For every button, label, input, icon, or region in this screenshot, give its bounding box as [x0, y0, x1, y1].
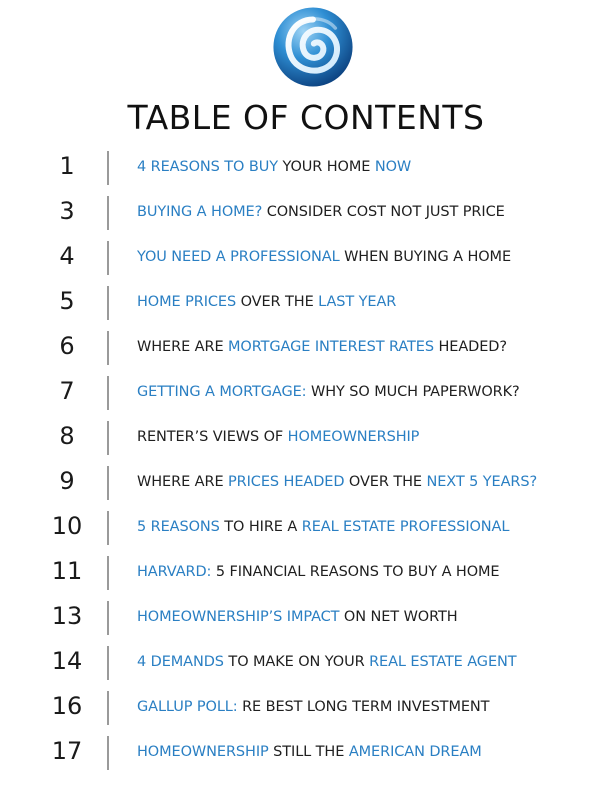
toc-divider	[107, 241, 109, 275]
toc-entry-highlight: HOMEOWNERSHIP	[137, 744, 269, 760]
toc-divider	[107, 151, 109, 185]
toc-entry[interactable]	[0, 235, 612, 280]
toc-page-number: 5	[59, 287, 75, 315]
toc-entry-title	[137, 652, 517, 672]
toc-entry-text: WHERE ARE	[137, 474, 229, 490]
toc-entry[interactable]	[0, 415, 612, 460]
toc-entry-text: YOUR HOME	[277, 159, 375, 175]
toc-divider	[107, 331, 109, 365]
toc-divider	[107, 286, 109, 320]
toc-page-number: 17	[51, 737, 83, 765]
toc-page-number: 11	[51, 557, 83, 585]
toc-entry[interactable]	[0, 370, 612, 415]
toc-entry[interactable]	[0, 685, 612, 730]
toc-entry-highlight: 4 DEMANDS	[137, 654, 224, 670]
toc-entry-highlight: HARVARD:	[137, 564, 212, 580]
toc-entry-text: ON NET WORTH	[339, 609, 458, 625]
toc-entry-highlight: REAL ESTATE PROFESSIONAL	[301, 519, 510, 535]
toc-page-number: 7	[59, 377, 75, 405]
toc-entry-title	[137, 382, 520, 402]
toc-page-number: 4	[59, 242, 75, 270]
toc-entry-text: RE BEST LONG TERM INVESTMENT	[237, 699, 490, 715]
toc-page-number: 13	[51, 602, 83, 630]
toc-divider	[107, 736, 109, 770]
toc-page-number: 3	[59, 197, 75, 225]
toc-page-number: 9	[59, 467, 75, 495]
toc-entry-text: TO MAKE ON YOUR	[223, 654, 370, 670]
toc-entry-highlight: HOMEOWNERSHIP	[287, 429, 420, 445]
toc-entry[interactable]	[0, 730, 612, 775]
toc-entry[interactable]	[0, 325, 612, 370]
toc-divider	[107, 196, 109, 230]
toc-entry-title	[137, 337, 507, 357]
toc-page-number: 16	[51, 692, 83, 720]
toc-entry-text: HEADED?	[433, 339, 507, 355]
toc-divider	[107, 421, 109, 455]
toc-entry-title	[137, 202, 505, 222]
toc-entry-highlight: GETTING A MORTGAGE:	[137, 384, 307, 400]
toc-entry-text: STILL THE	[268, 744, 349, 760]
toc-entry-highlight: REAL ESTATE AGENT	[369, 654, 517, 670]
toc-entry-text: OVER THE	[236, 294, 319, 310]
toc-entry[interactable]	[0, 640, 612, 685]
toc-entry-title	[137, 292, 396, 312]
toc-divider	[107, 556, 109, 590]
toc-page-number: 6	[59, 332, 75, 360]
toc-entry-title	[137, 472, 537, 492]
toc-entry-title	[137, 607, 458, 627]
toc-entry[interactable]	[0, 595, 612, 640]
toc-entry-title	[137, 517, 509, 537]
toc-divider	[107, 466, 109, 500]
toc-entry[interactable]	[0, 190, 612, 235]
toc-entry-text: OVER THE	[344, 474, 427, 490]
toc-divider	[107, 376, 109, 410]
toc-entry-highlight: NEXT 5 YEARS?	[426, 474, 538, 490]
page-title: TABLE OF CONTENTS	[127, 98, 485, 137]
toc-entry-title	[137, 742, 482, 762]
toc-page-number: 8	[59, 422, 75, 450]
toc-entry-text: WHERE ARE	[137, 339, 229, 355]
toc-entry-title	[137, 697, 489, 717]
toc-page-number: 1	[59, 152, 75, 180]
toc-entry-highlight: GALLUP POLL:	[137, 699, 238, 715]
toc-entry-text: CONSIDER COST NOT JUST PRICE	[262, 204, 505, 220]
toc-entry-highlight: 4 REASONS TO BUY	[137, 159, 278, 175]
toc-page-number: 14	[51, 647, 83, 675]
toc-entry[interactable]	[0, 550, 612, 595]
toc-divider	[107, 691, 109, 725]
toc-entry-highlight: NOW	[374, 159, 412, 175]
toc-entry-text: TO HIRE A	[219, 519, 302, 535]
toc-entry-highlight: LAST YEAR	[318, 294, 397, 310]
toc-divider	[107, 511, 109, 545]
toc-entry-text: 5 FINANCIAL REASONS TO BUY A HOME	[211, 564, 500, 580]
toc-entry-highlight: 5 REASONS	[137, 519, 220, 535]
toc-entry-highlight: YOU NEED A PROFESSIONAL	[137, 249, 340, 265]
toc-entry-highlight: PRICES HEADED	[228, 474, 345, 490]
toc-entry-highlight: MORTGAGE INTEREST RATES	[228, 339, 434, 355]
swirl-logo-icon	[270, 2, 356, 92]
toc-entry[interactable]	[0, 460, 612, 505]
toc-entry-text: WHY SO MUCH PAPERWORK?	[306, 384, 520, 400]
toc-entry-text: RENTER’S VIEWS OF	[137, 429, 288, 445]
toc-page-number: 10	[51, 512, 83, 540]
toc-entry[interactable]	[0, 145, 612, 190]
toc-entry-highlight: HOMEOWNERSHIP’S IMPACT	[137, 609, 340, 625]
toc-entry[interactable]	[0, 280, 612, 325]
toc-entry[interactable]	[0, 505, 612, 550]
toc-entry-text: WHEN BUYING A HOME	[339, 249, 512, 265]
toc-entry-highlight: AMERICAN DREAM	[348, 744, 482, 760]
toc-divider	[107, 646, 109, 680]
toc-entry-title	[137, 157, 411, 177]
toc-entry-title	[137, 247, 511, 267]
toc-entry-highlight: HOME PRICES	[137, 294, 237, 310]
toc-entry-title	[137, 562, 499, 582]
toc-divider	[107, 601, 109, 635]
toc-entry-title	[137, 427, 419, 447]
toc-entry-highlight: BUYING A HOME?	[137, 204, 263, 220]
